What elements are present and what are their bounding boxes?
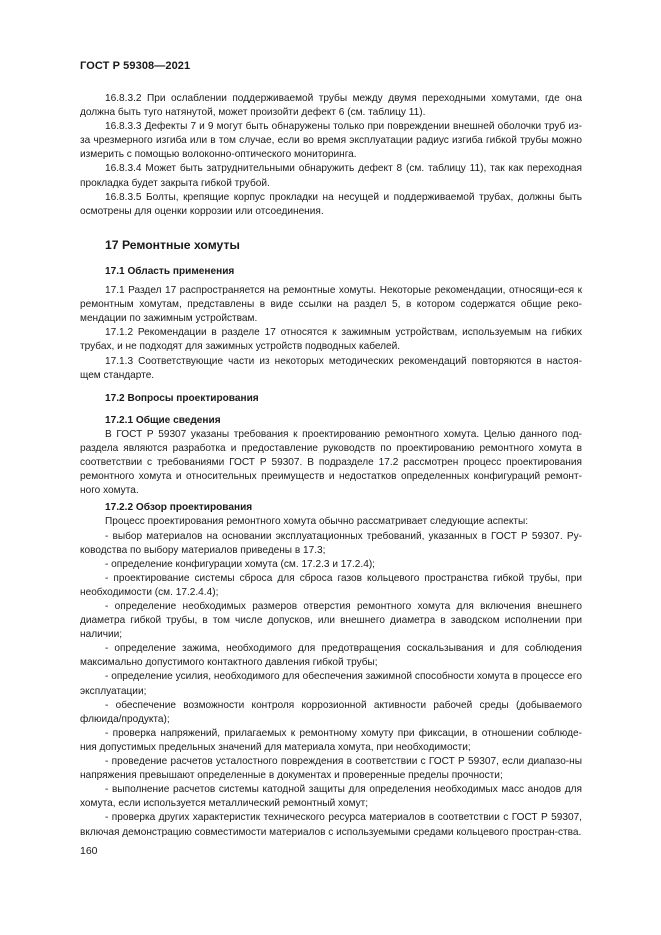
paragraph-16-8-3-5: 16.8.3.5 Болты, крепящие корпус прокладки на несущей и поддерживаемой трубах, должны быть осмотрены для оценки коррозии или отсоединения. [80,191,582,217]
paragraph-16-8-3-4: 16.8.3.4 Может быть затруднительными обнаружить дефект 8 (см. таблицу 11), так как переходная прокладка будет закрыта гибкой трубой. [80,163,582,189]
list-item: - проверка других характеристик технического ресурса материалов в соответствии с ГОСТ Р 59307, включая демонстрацию совместимости материалов с используемыми средами кольцевого простран-ства. [80,812,582,838]
list-item: - определение конфигурации хомута (см. 17.2.3 и 17.2.4); [105,558,375,570]
list-item: - определение зажима, необходимого для предотвращения соскальзывания и для соблюдения максимально допустимого контактного давления гибкой трубы; [80,643,582,669]
subsection-heading-17-1: 17.1 Область применения [105,265,235,277]
subsection-heading-17-2-1: 17.2.1 Общие сведения [105,414,221,426]
paragraph-17-1-2: 17.1.2 Рекомендации в разделе 17 относятся к зажимным устройствам, используемым на гибких трубах, и не подходят для зажимных устройств подводных кабелей. [80,327,582,353]
list-item: - выбор материалов на основании эксплуатационных требований, указанных в ГОСТ Р 59307. Ру-ководства по выбору материалов приведены в 17.3; [80,530,582,556]
paragraph-16-8-3-3: 16.8.3.3 Дефекты 7 и 9 могут быть обнаружены только при повреждении внешней оболочки труб из-за чрезмерного изгиба или в том случае, если во время эксплуатации радиус изгиба гибкой трубы можно измерить с помощью волоконно-оптического мониторинга. [80,121,582,161]
list-item: - проверка напряжений, прилагаемых к ремонтному хомуту при фиксации, в отношении соблюде-ния допустимых предельных значений для материала хомута, при необходимости; [80,727,582,753]
paragraph-17-2-2-intro: Процесс проектирования ремонтного хомута обычно рассматривает следующие аспекты: [105,516,529,528]
list-item: - выполнение расчетов системы катодной защиты для определения необходимых масс анодов для хомута, если используется металлический ремонтный хомут; [80,784,582,810]
list-item: - проектирование системы сброса для сброса газов кольцевого пространства гибкой трубы, при необходимости (см. 17.2.4.4); [80,572,582,598]
page-body [80,92,582,840]
list-item: - обеспечение возможности контроля коррозионной активности рабочей среды (добываемого флюида/продукта); [80,699,582,725]
subsection-heading-17-2-2: 17.2.2 Обзор проектирования [105,502,253,514]
paragraph-17-2-1-body: В ГОСТ Р 59307 указаны требования к проектированию ремонтного хомута. Целью данного под-раздела являются разработка и предоставление руководств по проектированию ремонтного хомута в соответствии с требованиями ГОСТ Р 59307. В подразделе 17.2 рассмотрен процесс проектирования ремонтного хомута и относительных преимуществ и недостатков определенных конфигураций ремонт-ного хомута. [80,428,582,497]
subsection-heading-17-2: 17.2 Вопросы проектирования [105,392,259,404]
page-number: 160 [80,845,98,857]
paragraph-17-1-1: 17.1 Раздел 17 распространяется на ремонтные хомуты. Некоторые рекомендации, относящи-еся к ремонтным хомутам, представлены в виде ссылки на раздел 5, в котором содержатся общие реко-мендации по зажимным устройствам. [80,285,582,325]
list-item: - определение необходимых размеров отверстия ремонтного хомута для включения внешнего диаметра гибкой трубы, в том числе допусков, или внешнего диаметра в заводском исполнении при наличии; [80,601,582,641]
section-heading-17: 17 Ремонтные хомуты [105,237,240,252]
list-item: - проведение расчетов усталостного повреждения в соответствии с ГОСТ Р 59307, если диапазо-ны напряжения превышают определенные в документах и проверенные пределы прочности; [80,756,582,782]
paragraph-16-8-3-2: 16.8.3.2 При ослаблении поддерживаемой трубы между двумя переходными хомутами, где она должна быть туго натянутой, может произойти дефект 6 (см. таблицу 11). [80,93,582,119]
paragraph-17-1-3: 17.1.3 Соответствующие части из некоторых методических рекомендаций повторяются в настоя-щем стандарте. [80,355,582,381]
document-header: ГОСТ Р 59308—2021 [80,60,191,72]
list-item: - определение усилия, необходимого для обеспечения зажимной способности хомута в процессе его эксплуатации; [80,671,582,697]
